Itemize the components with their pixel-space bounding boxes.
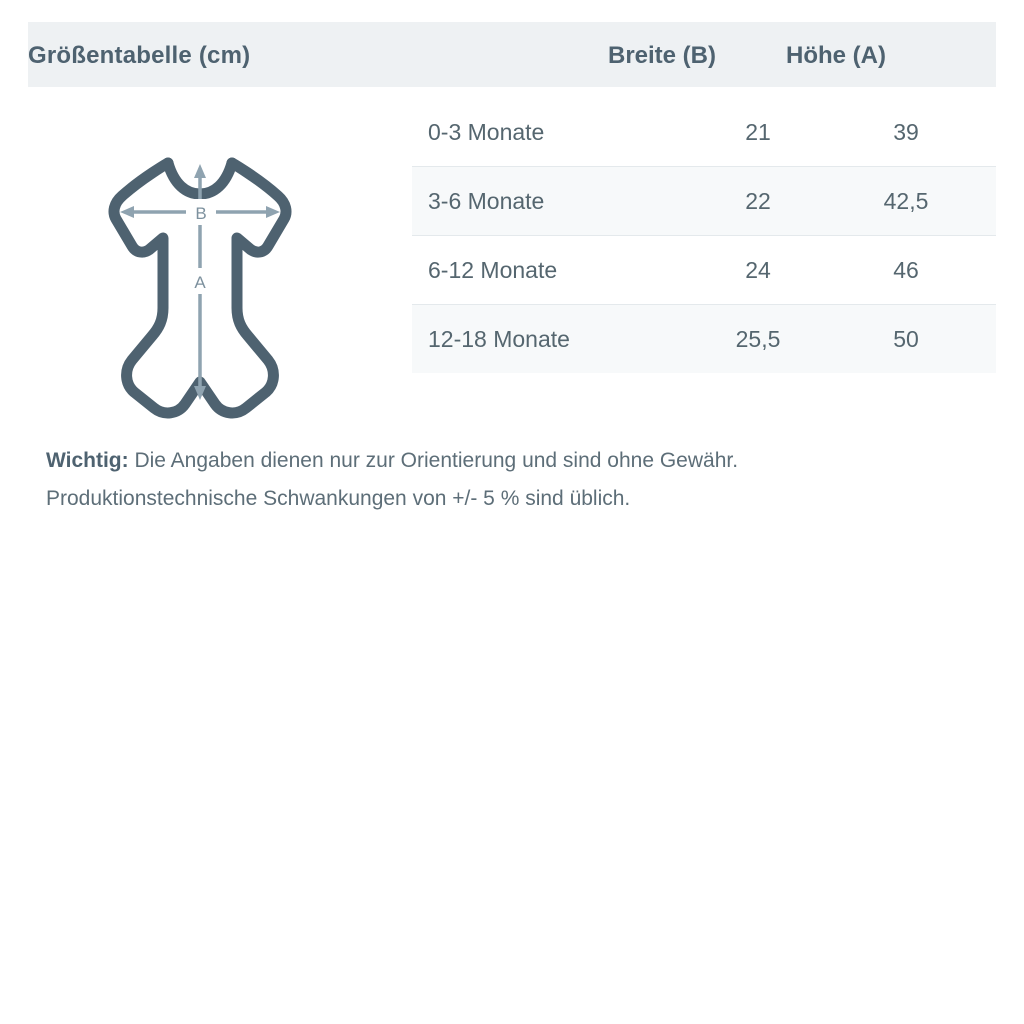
table-row xyxy=(412,236,996,305)
cell-height: 50 xyxy=(893,325,919,352)
baby-bodysuit-diagram xyxy=(70,120,390,420)
cell-width: 21 xyxy=(745,118,771,145)
cell-size: 6-12 Monate xyxy=(428,256,558,283)
page-title: Größentabelle (cm) xyxy=(28,42,251,69)
column-header-height: Höhe (A) xyxy=(786,42,886,69)
disclaimer-line-2: Produktionstechnische Schwankungen von +/- 5 % sind üblich. xyxy=(46,487,631,510)
label-height: A xyxy=(194,273,206,292)
cell-size: 3-6 Monate xyxy=(428,187,545,214)
disclaimer-lead: Wichtig: xyxy=(46,449,129,472)
column-header-width: Breite (B) xyxy=(607,42,716,69)
cell-height: 42,5 xyxy=(883,187,929,214)
label-width: B xyxy=(195,204,207,223)
cell-size: 12-18 Monate xyxy=(428,325,570,352)
cell-height: 46 xyxy=(893,256,919,283)
table-row xyxy=(412,167,996,236)
size-table xyxy=(412,98,996,373)
cell-width: 25,5 xyxy=(735,325,781,352)
cell-size: 0-3 Monate xyxy=(428,118,545,145)
table-row xyxy=(412,98,996,167)
cell-width: 22 xyxy=(745,187,771,214)
table-row xyxy=(412,305,996,373)
disclaimer-note xyxy=(46,442,986,518)
disclaimer-line-1: Die Angaben dienen nur zur Orientierung und sind ohne Gewähr. xyxy=(128,449,739,472)
cell-height: 39 xyxy=(893,118,919,145)
cell-width: 24 xyxy=(745,256,771,283)
